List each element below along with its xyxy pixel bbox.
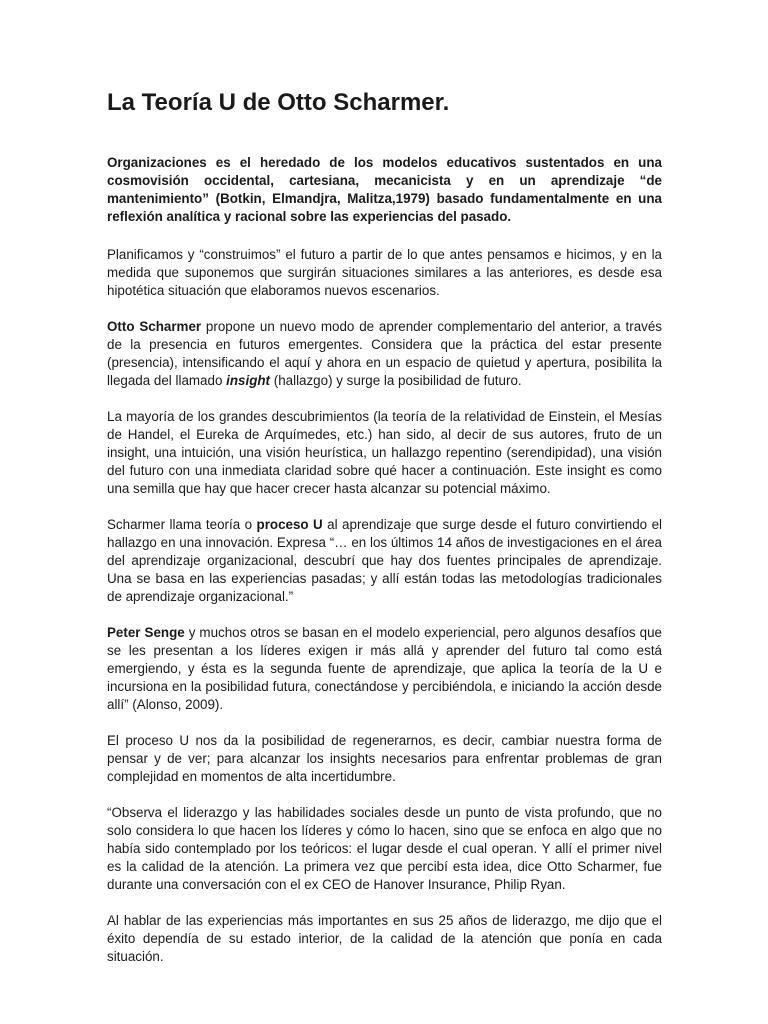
paragraph-otto-scharmer	[107, 318, 662, 390]
author-name-bold: Otto Scharmer	[107, 319, 202, 334]
paragraph-regenerarnos: El proceso U nos da la posibilidad de regenerarnos, es decir, cambiar nuestra forma de pensar y de ver; para alcanzar los insights necesarios para enfrentar problemas de gran complejidad en momentos de alta incertidumbre.	[107, 733, 662, 784]
paragraph-observa-liderazgo: “Observa el liderazgo y las habilidades sociales desde un punto de vista profundo, que no solo considera lo que hacen los líderes y cómo lo hacen, sino que se enfoca en algo que no había sido contemplado por los teóricos: el lugar desde el cual operan. Y allí el primer nivel es la calidad de la atención. La primera vez que percibí esta idea, dice Otto Scharmer, fue durante una conversación con el ex CEO de Hanover Insurance, Philip Ryan.	[107, 805, 662, 892]
paragraph-text: Scharmer llama teoría o	[107, 517, 257, 532]
paragraph-text: al aprendizaje que surge desde el futuro convirtiendo el hallazgo en una innovación. Expresa “… en los últimos 14 años de investigaciones en el área del aprendizaje organizacional, descubrí que hay dos fuentes principales de aprendizaje. Una se basa en las experiencias pasadas; y allí están todas las metodologías tradicionales de aprendizaje organizacional.”	[107, 517, 662, 604]
intro-paragraph: Organizaciones es el heredado de los modelos educativos sustentados en una cosmovisión occidental, cartesiana, mecanicista y en un aprendizaje “de mantenimiento” (Botkin, Elmandjra, Malitza,1979) basado fundamentalmente en una reflexión analítica y racional sobre las experiencias del pasado.	[107, 155, 662, 224]
paragraph-text: propone un nuevo modo de aprender complementario del anterior, a través de la presencia en futuros emergentes. Considera que la práctica del estar presente (presencia), intensificando el aquí y ahora en un espacio de quietud y apertura, posibilita la llegada del llamado	[107, 319, 662, 388]
document-title: La Teoría U de Otto Scharmer.	[107, 89, 450, 116]
paragraph-text: y muchos otros se basan en el modelo experiencial, pero algunos desafíos que se les presentan a los líderes exigen ir más allá y aprender del futuro tal como está emergiendo, y ésta es la segunda fuente de aprendizaje, que aplica la teoría de la U e incursiona en la posibilidad futura, conectándose y percibiéndola, e iniciando la acción desde allí” (Alonso, 2009).	[107, 625, 662, 712]
proceso-u-term: proceso U	[256, 517, 323, 532]
author-name-bold: Peter Senge	[107, 625, 185, 640]
paragraph-planificamos: Planificamos y “construimos” el futuro a partir de lo que antes pensamos e hicimos, y en la medida que suponemos que surgirán situaciones similares a las anteriores, es desde esa hipotética situación que elaboramos nuevos escenarios.	[107, 247, 662, 298]
insight-term: insight	[226, 373, 271, 388]
paragraph-experiencias: Al hablar de las experiencias más importantes en sus 25 años de liderazgo, me dijo que el éxito dependía de su estado interior, de la calidad de la atención que ponía en cada situación.	[107, 913, 662, 964]
paragraph-descubrimientos: La mayoría de los grandes descubrimientos (la teoría de la relatividad de Einstein, el Mesías de Handel, el Eureka de Arquímedes, etc.) han sido, al decir de sus autores, fruto de un insight, una intuición, una visión heurística, un hallazgo repentino (serendipidad), una visión del futuro con una inmediata claridad sobre qué hacer a continuación. Este insight es como una semilla que hay que hacer crecer hasta alcanzar su potencial máximo.	[107, 409, 662, 496]
paragraph-text: (hallazgo) y surge la posibilidad de futuro.	[270, 373, 522, 388]
paragraph-peter-senge	[107, 624, 662, 714]
paragraph-proceso-u	[107, 516, 662, 606]
